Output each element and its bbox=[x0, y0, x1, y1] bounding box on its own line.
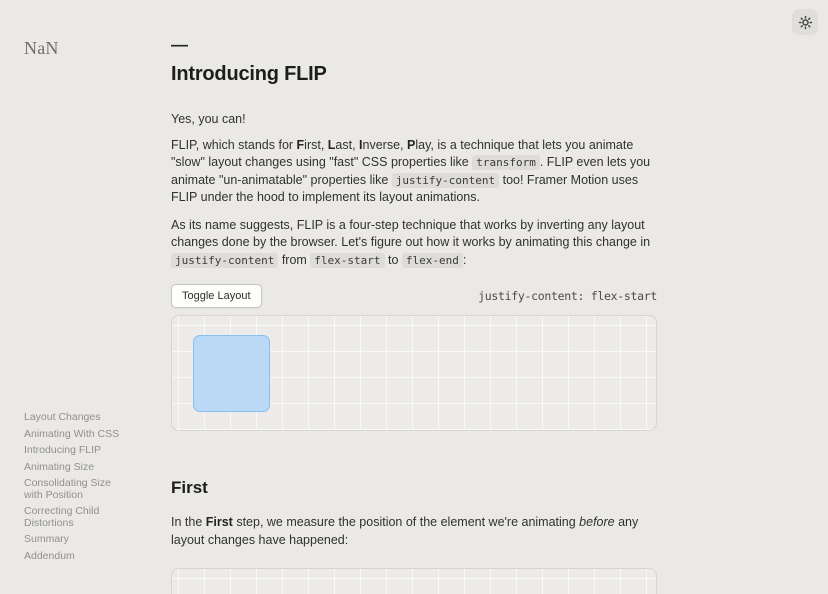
table-of-contents bbox=[24, 412, 130, 567]
page-title: Introducing FLIP bbox=[171, 63, 327, 85]
toc-item[interactable]: Animating Size bbox=[24, 460, 95, 473]
paragraph-four-step: As its name suggests, FLIP is a four-step technique that works by inverting any layout changes done by the browser. Let's figure out how it works by animating this change in justify-content from flex-start to flex-end : bbox=[171, 217, 651, 267]
demo-controls bbox=[171, 285, 657, 307]
inline-code: justify-content bbox=[171, 253, 278, 268]
paragraph-first-step: In the First step, we measure the position of the element we're animating before any layout changes have happened: bbox=[171, 515, 639, 547]
sun-icon bbox=[798, 15, 813, 30]
toc-item[interactable]: Animating With CSS bbox=[24, 427, 120, 440]
paragraph-flip-definition: FLIP, which stands for First, Last, Inverse, Play, is a technique that lets you animate "slow" layout changes using "fast" CSS properties like transform . FLIP even lets you animate "un-animatable" properties like justify-content too! Framer Motion uses FLIP under the hood to implement its layout animations. bbox=[171, 137, 651, 204]
inline-code: transform bbox=[472, 155, 540, 170]
title-dash: — bbox=[171, 35, 188, 54]
section-heading-first: First bbox=[171, 478, 208, 497]
theme-toggle-button[interactable] bbox=[792, 9, 818, 35]
inline-code: flex-start bbox=[310, 253, 384, 268]
demo-square bbox=[193, 335, 270, 412]
site-logo[interactable]: NaN bbox=[24, 38, 59, 58]
toc-item[interactable]: Summary bbox=[24, 533, 69, 545]
css-property-label: justify-content: flex-start bbox=[478, 289, 657, 303]
toc-item[interactable]: Consolidating Size with Position bbox=[24, 477, 111, 501]
paragraph-intro: Yes, you can! bbox=[171, 112, 246, 126]
toggle-layout-button[interactable]: Toggle Layout bbox=[171, 284, 262, 308]
first-step-demo-canvas bbox=[171, 568, 657, 594]
inline-code: justify-content bbox=[392, 173, 499, 188]
toc-item[interactable]: Introducing FLIP bbox=[24, 444, 102, 456]
article bbox=[171, 0, 657, 594]
toc-item[interactable]: Layout Changes bbox=[24, 411, 101, 423]
layout-demo-canvas bbox=[171, 315, 657, 431]
toc-item[interactable]: Addendum bbox=[24, 549, 75, 562]
toc-item[interactable]: Correcting Child Distortions bbox=[24, 505, 100, 529]
inline-code: flex-end bbox=[402, 253, 463, 268]
